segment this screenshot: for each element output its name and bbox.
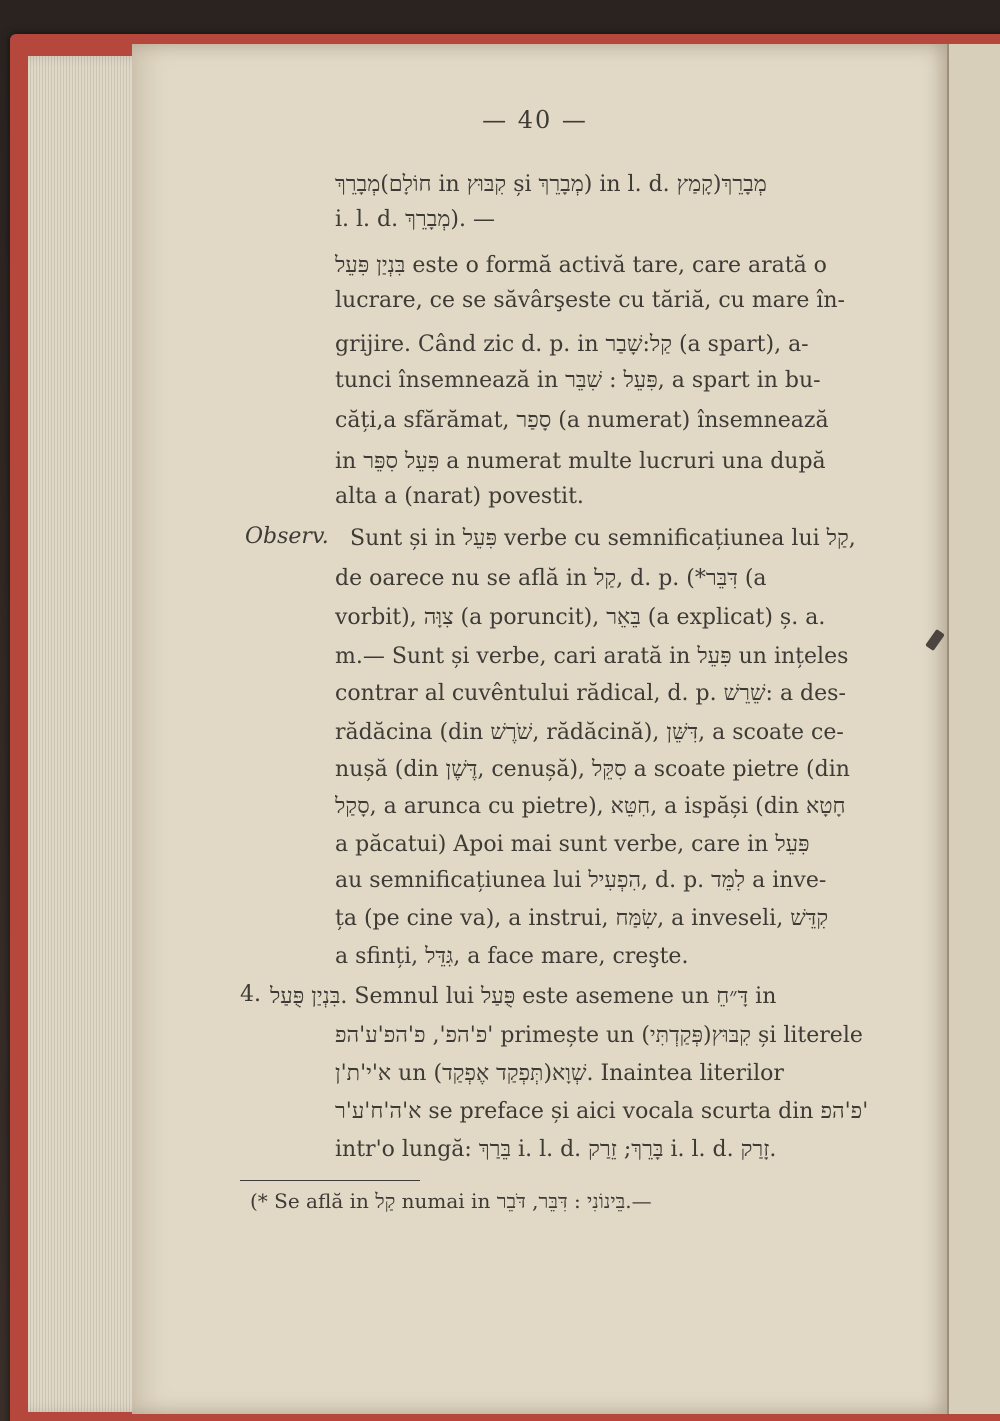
observ-label: Observ. — [245, 524, 329, 549]
text-line: căți,a sfărămat, סָפַר (a numerat) însemnează — [335, 408, 829, 433]
text-line: א'ה'ח'ע'ר se preface și aici vocala scurta din פ'הפ' — [335, 1099, 869, 1124]
footnote-rule — [240, 1180, 420, 1181]
text-line: rădăcina (din שֹׁרֶשׁ, rădăcină), דִּשֵּׁן, a scoate ce- — [335, 720, 844, 745]
text-line: intr'o lungă: בֵּרַךְ i. l. d. בָּרֵךְ; זֵרַק i. l. d. זָרַק. — [335, 1137, 777, 1162]
text-line: i. l. d. מְבָרֵךְ). — — [335, 207, 495, 232]
text-line: de oarece nu se află in קַל, d. p. (*דִּבֵּר (a — [335, 566, 767, 591]
text-line: lucrare, ce se săvârşeste cu tăriă, cu mare în- — [335, 288, 845, 313]
text-line: nușă (din דֶּשֶׁן, cenușă), סִקֵּל a scoate pietre (din — [335, 757, 850, 782]
text-line: פ'הפ', פ'הפ'ע'הפ' primește un (פְּקַדְתִּי)קִבּוּץ și literele — [335, 1023, 863, 1048]
text-line: in פִּעֵל סִפֵּר a numerat multe lucruri una după — [335, 449, 826, 474]
text-line: tunci însemnează in פִּעֵל : שִׁבֵּר, a spart in bu- — [335, 368, 821, 393]
footnote: (* Se află in קַל numai in בֵּינוֹנִי : דִּבֵּר, דֹּבֵר.— — [250, 1189, 652, 1213]
text-line: א'י'ת'ן un (תְּפְקַד אֶפְקַד)שְׁוָא. Inaintea literilor — [335, 1061, 784, 1086]
text-line: a păcatui) Apoi mai sunt verbe, care in פִּעֵל — [335, 832, 810, 857]
section-number: 4. — [240, 982, 261, 1007]
text-line: ța (pe cine va), a instrui, שִׂמַּח, a inveseli, קִדֵּשׁ — [335, 906, 829, 931]
text-line: grijire. Când zic d. p. in קַל:שָׁבַר (a spart), a- — [335, 332, 809, 357]
text-line: סָקַל, a arunca cu pietre), חִטֵּא, a ispăși (din חָטָא — [335, 794, 846, 819]
text-line: alta a (narat) povestit. — [335, 484, 584, 509]
text-line: Sunt și in פִּעֵל verbe cu semnificațiunea lui קַל, — [350, 526, 856, 551]
text-line: בִּנְיַן פִּעֵל este o formă activă tare, care arată o — [335, 253, 827, 278]
text-line: m.— Sunt și verbe, cari arată in פִּעֵל un ințeles — [335, 644, 849, 669]
text-line: contrar al cuvêntului rădical, d. p. שֵׁרֵשׁ: a des- — [335, 681, 846, 706]
text-line: a sfinți, גִּדֵּל, a face mare, creşte. — [335, 944, 689, 969]
text-line: vorbit), צִוָּה (a poruncit), בֵּאֵר (a explicat) ș. a. — [335, 605, 826, 630]
text-line: מְבָרֵךְ(חוֹלָם in קִבּוּץ și מְבָרֵךְ) in l. d. מְבָרֵךְ(קָמַץ — [335, 172, 767, 197]
text-line: au semnificațiunea lui הִפְעִיל, d. p. לִמֵּד a inve- — [335, 868, 827, 893]
text-line: בִּנְיַן פֻּעַל. Semnul lui פֻּעַל este asemene un דָּ״חֵ in — [270, 984, 777, 1009]
page-number: — 40 — — [482, 106, 588, 134]
